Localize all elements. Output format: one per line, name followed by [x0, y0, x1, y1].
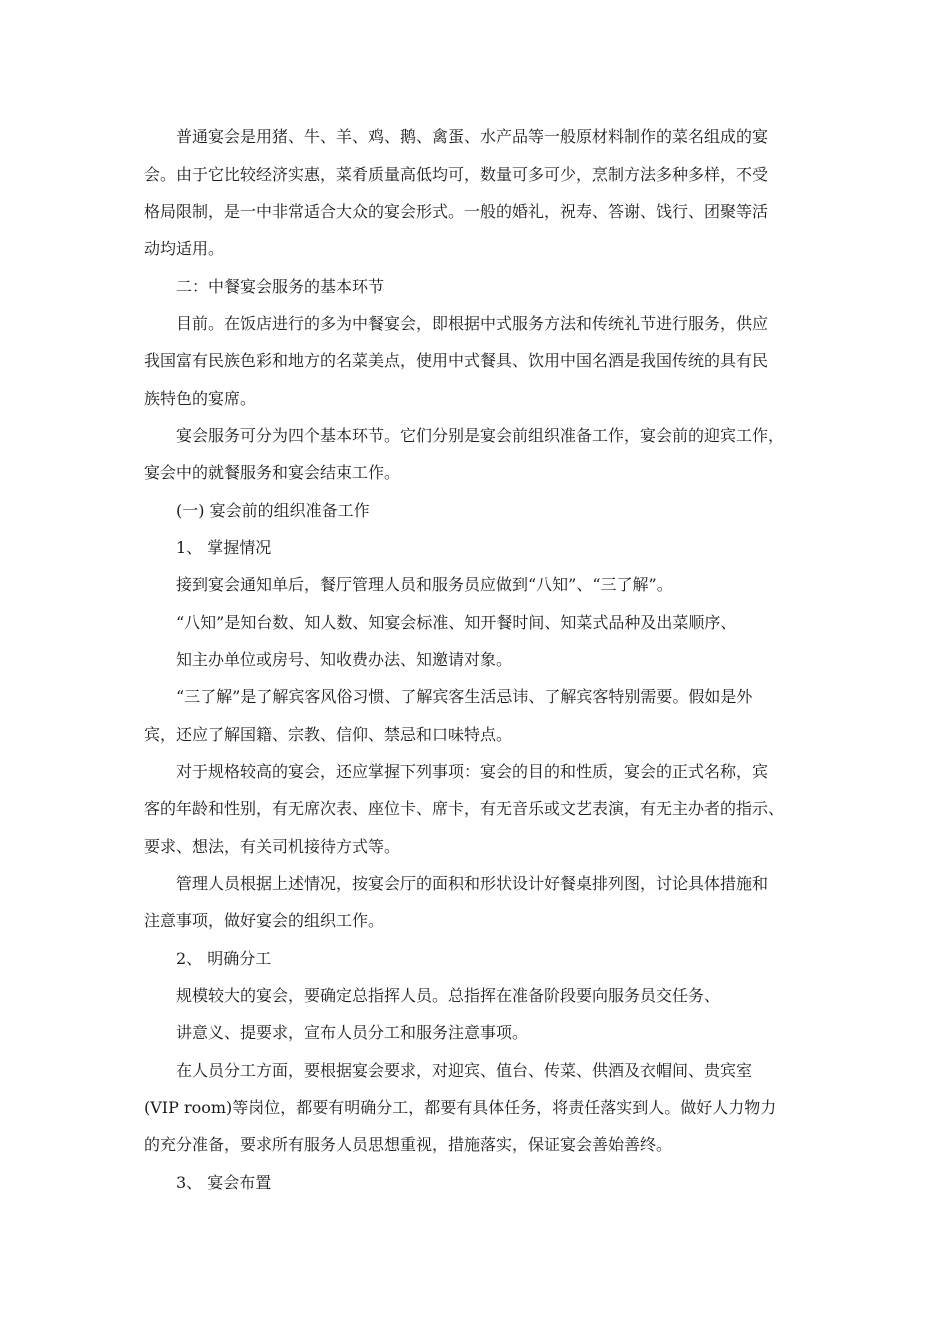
paragraph-line: 讲意义、提要求，宣布人员分工和服务注意事项。	[176, 1023, 529, 1042]
paragraph-line: 的充分准备，要求所有服务人员思想重视，措施落实，保证宴会善始善终。	[144, 1135, 673, 1154]
paragraph-line: 宴会中的就餐服务和宴会结束工作。	[144, 463, 401, 482]
item-heading: 1、 掌握情况	[176, 538, 272, 557]
paragraph-line: 规模较大的宴会，要确定总指挥人员。总指挥在准备阶段要向服务员交任务、	[176, 986, 721, 1005]
paragraph-line: 客的年龄和性别，有无席次表、座位卡、席卡，有无音乐或文艺表演，有无主办者的指示、	[144, 799, 785, 818]
paragraph-line: 我国富有民族色彩和地方的名菜美点，使用中式餐具、饮用中国名酒是我国传统的具有民	[144, 351, 769, 370]
paragraph-line: 动均适用。	[144, 239, 225, 258]
subsection-heading: (一) 宴会前的组织准备工作	[176, 501, 370, 520]
paragraph-line: 管理人员根据上述情况，按宴会厅的面积和形状设计好餐桌排列图，讨论具体措施和	[176, 874, 769, 893]
paragraph-line: “三了解”是了解宾客风俗习惯、了解宾客生活忌讳、了解宾客特别需要。假如是外	[176, 687, 753, 706]
paragraph-line: “八知”是知台数、知人数、知宴会标准、知开餐时间、知菜式品种及出菜顺序、	[176, 613, 737, 632]
paragraph-line: 格局限制，是一中非常适合大众的宴会形式。一般的婚礼，祝寿、答谢、饯行、团聚等活	[144, 202, 769, 221]
paragraph-line: 在人员分工方面，要根据宴会要求，对迎宾、值台、传菜、供酒及衣帽间、贵宾室	[176, 1061, 753, 1080]
paragraph-line: 对于规格较高的宴会，还应掌握下列事项：宴会的目的和性质，宴会的正式名称，宾	[176, 762, 769, 781]
section-heading: 二：中餐宴会服务的基本环节	[176, 277, 385, 296]
paragraph-line: 普通宴会是用猪、牛、羊、鸡、鹅、禽蛋、水产品等一般原材料制作的菜名组成的宴	[176, 127, 769, 146]
paragraph-line: 注意事项，做好宴会的组织工作。	[144, 911, 385, 930]
item-heading: 3、 宴会布置	[176, 1173, 272, 1192]
paragraph-line: 族特色的宴席。	[144, 389, 257, 408]
paragraph-line: 要求、想法，有关司机接待方式等。	[144, 837, 401, 856]
paragraph-line: 宾，还应了解国籍、宗教、信仰、禁忌和口味特点。	[144, 725, 513, 744]
paragraph-line: 会。由于它比较经济实惠，菜肴质量高低均可，数量可多可少，烹制方法多种多样，不受	[144, 165, 769, 184]
paragraph-line: 接到宴会通知单后，餐厅管理人员和服务员应做到“八知”、“三了解”。	[176, 575, 673, 594]
paragraph-line: (VIP room)等岗位，都要有明确分工，都要有具体任务，将责任落实到人。做好人力物力	[144, 1098, 777, 1117]
paragraph-line: 目前。在饭店进行的多为中餐宴会，即根据中式服务方法和传统礼节进行服务，供应	[176, 314, 769, 333]
item-heading: 2、 明确分工	[176, 949, 272, 968]
paragraph-line: 宴会服务可分为四个基本环节。它们分别是宴会前组织准备工作，宴会前的迎宾工作，	[176, 426, 785, 445]
paragraph-line: 知主办单位或房号、知收费办法、知邀请对象。	[176, 650, 513, 669]
